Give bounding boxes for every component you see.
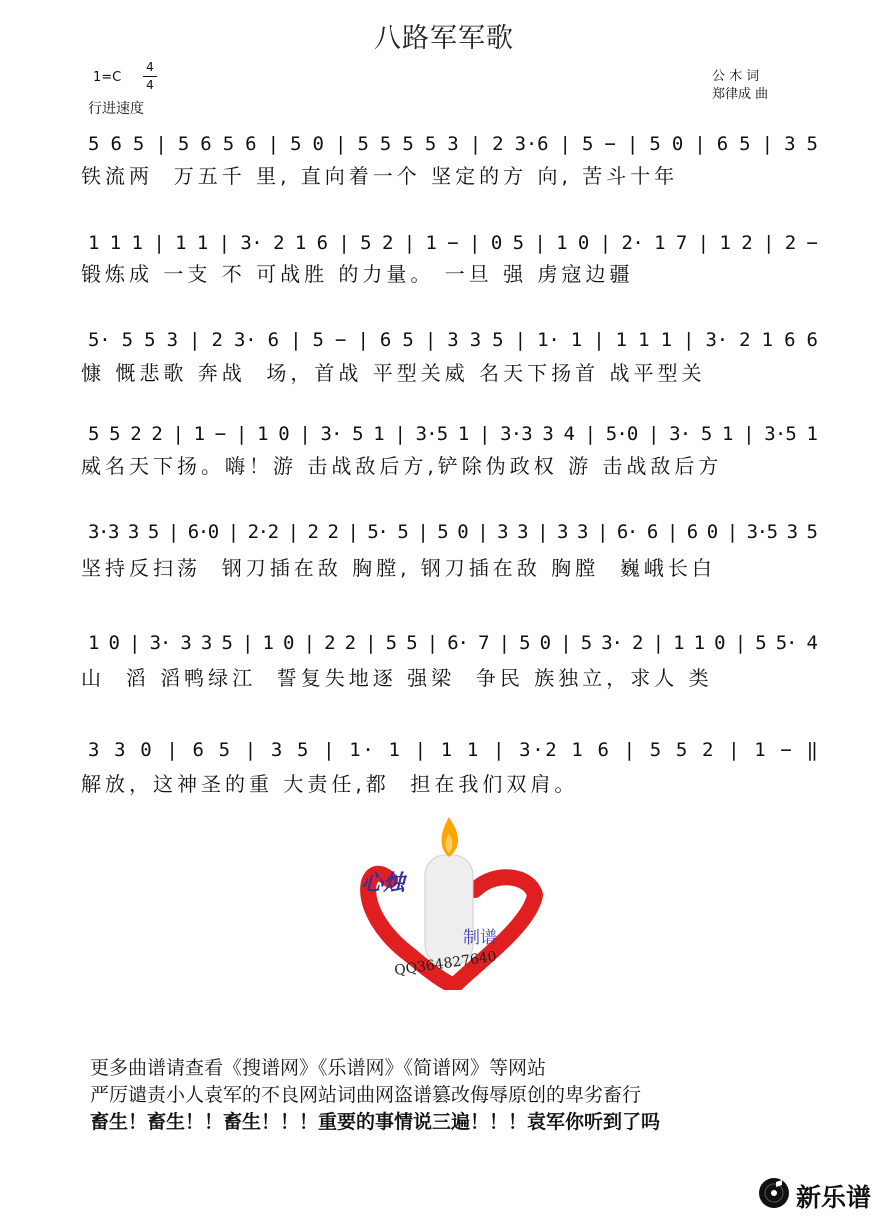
lyric-line-5: 坚持反扫荡 钢刀插在敌 胸膛, 钢刀插在敌 胸膛 巍峨长白 xyxy=(81,556,716,580)
logo-label-zhipu: 制谱 xyxy=(463,928,497,948)
brand-name: 新乐谱 xyxy=(796,1183,872,1212)
candle-body xyxy=(425,855,473,965)
credits xyxy=(712,68,768,104)
time-signature xyxy=(143,60,157,93)
lyric-line-7: 解放，这神圣的重 大责任,都 担在我们双肩。 xyxy=(81,772,579,796)
tempo-marking: 行进速度 xyxy=(88,101,144,117)
lyric-line-6: 山 滔 滔鸭绿江 誓复失地逐 强梁 争民 族独立，求人 类 xyxy=(81,666,713,690)
footer-line-2: 严厉谴责小人袁军的不良网站词曲网盗谱篡改侮辱原创的卑劣畜行 xyxy=(90,1084,642,1106)
notation-text: 3·3 3 5 | 6·0 | 2·2 | 2 2 | 5· 5 | 5 0 | 3 3 | 3 3 | 6· 6 | 6 0 | 3·5 3 5 xyxy=(88,521,819,543)
lyric-line-2: 锻炼成 一支 不 可战胜 的力量。 一旦 强 虏寇边疆 xyxy=(81,262,634,286)
notation-text: 3 3 0 | 6 5 | 3 5 | 1· 1 | 1 1 | 3·2 1 6 | 5 5 2 | 1 − ‖ xyxy=(88,739,818,761)
song-title: 八路军军歌 xyxy=(374,23,514,54)
notation-text: 5 5 2 2 | 1 − | 1 0 | 3· 5 1 | 3·5 1 | 3·3 3 4 | 5·0 | 3· 5 1 | 3·5 1 xyxy=(88,423,818,445)
lyric-line-1: 铁流两 万五千 里, 直向着一个 坚定的方 向, 苦斗十年 xyxy=(81,164,679,188)
lyric-line-4: 威名天下扬。嗨！游 击战敌后方,铲除伪政权 游 击战敌后方 xyxy=(81,454,723,478)
logo-qq: QQ364827640 xyxy=(393,948,498,979)
time-signature-bottom: 4 xyxy=(146,78,154,92)
notation-text: 1 1 1 | 1 1 | 3· 2 1 6 | 5 2 | 1 − | 0 5 | 1 0 | 2· 1 7 | 1 2 | 2 − xyxy=(88,232,818,254)
lyricist-credit: 公 木 词 xyxy=(712,69,760,84)
footer-notes xyxy=(90,1055,660,1136)
notation-text: 1 0 | 3· 3 3 5 | 1 0 | 2 2 | 5 5 | 6· 7 | 5 0 | 5 3· 2 | 1 1 0 | 5 5· 4 xyxy=(88,632,818,654)
vinyl-record-icon xyxy=(758,1177,790,1209)
key-signature: 1=C xyxy=(93,70,122,85)
notation-text: 5 6 5 | 5 6 5 6 | 5 0 | 5 5 5 5 3 | 2 3·6 | 5 − | 5 0 | 6 5 | 3 5 xyxy=(88,133,818,155)
footer-line-1: 更多曲谱请查看《搜谱网》《乐谱网》《简谱网》等网站 xyxy=(90,1057,547,1079)
footer-line-3: 畜生！畜生！！畜生！！！重要的事情说三遍！！！袁军你听到了吗 xyxy=(90,1111,661,1133)
logo-label-xinzhu: 心烛 xyxy=(361,871,406,896)
lyric-line-3: 慷 慨悲歌 奔战 场，首战 平型关威 名天下扬首 战平型关 xyxy=(81,361,706,385)
composer-credit: 郑律成 曲 xyxy=(712,87,769,102)
logo-candle-heart xyxy=(355,815,545,990)
time-signature-bar xyxy=(143,76,157,77)
time-signature-top: 4 xyxy=(146,60,154,74)
notation-text: 5· 5 5 3 | 2 3· 6 | 5 − | 6 5 | 3 3 5 | 1· 1 | 1 1 1 | 3· 2 1 6 6 xyxy=(88,329,818,351)
